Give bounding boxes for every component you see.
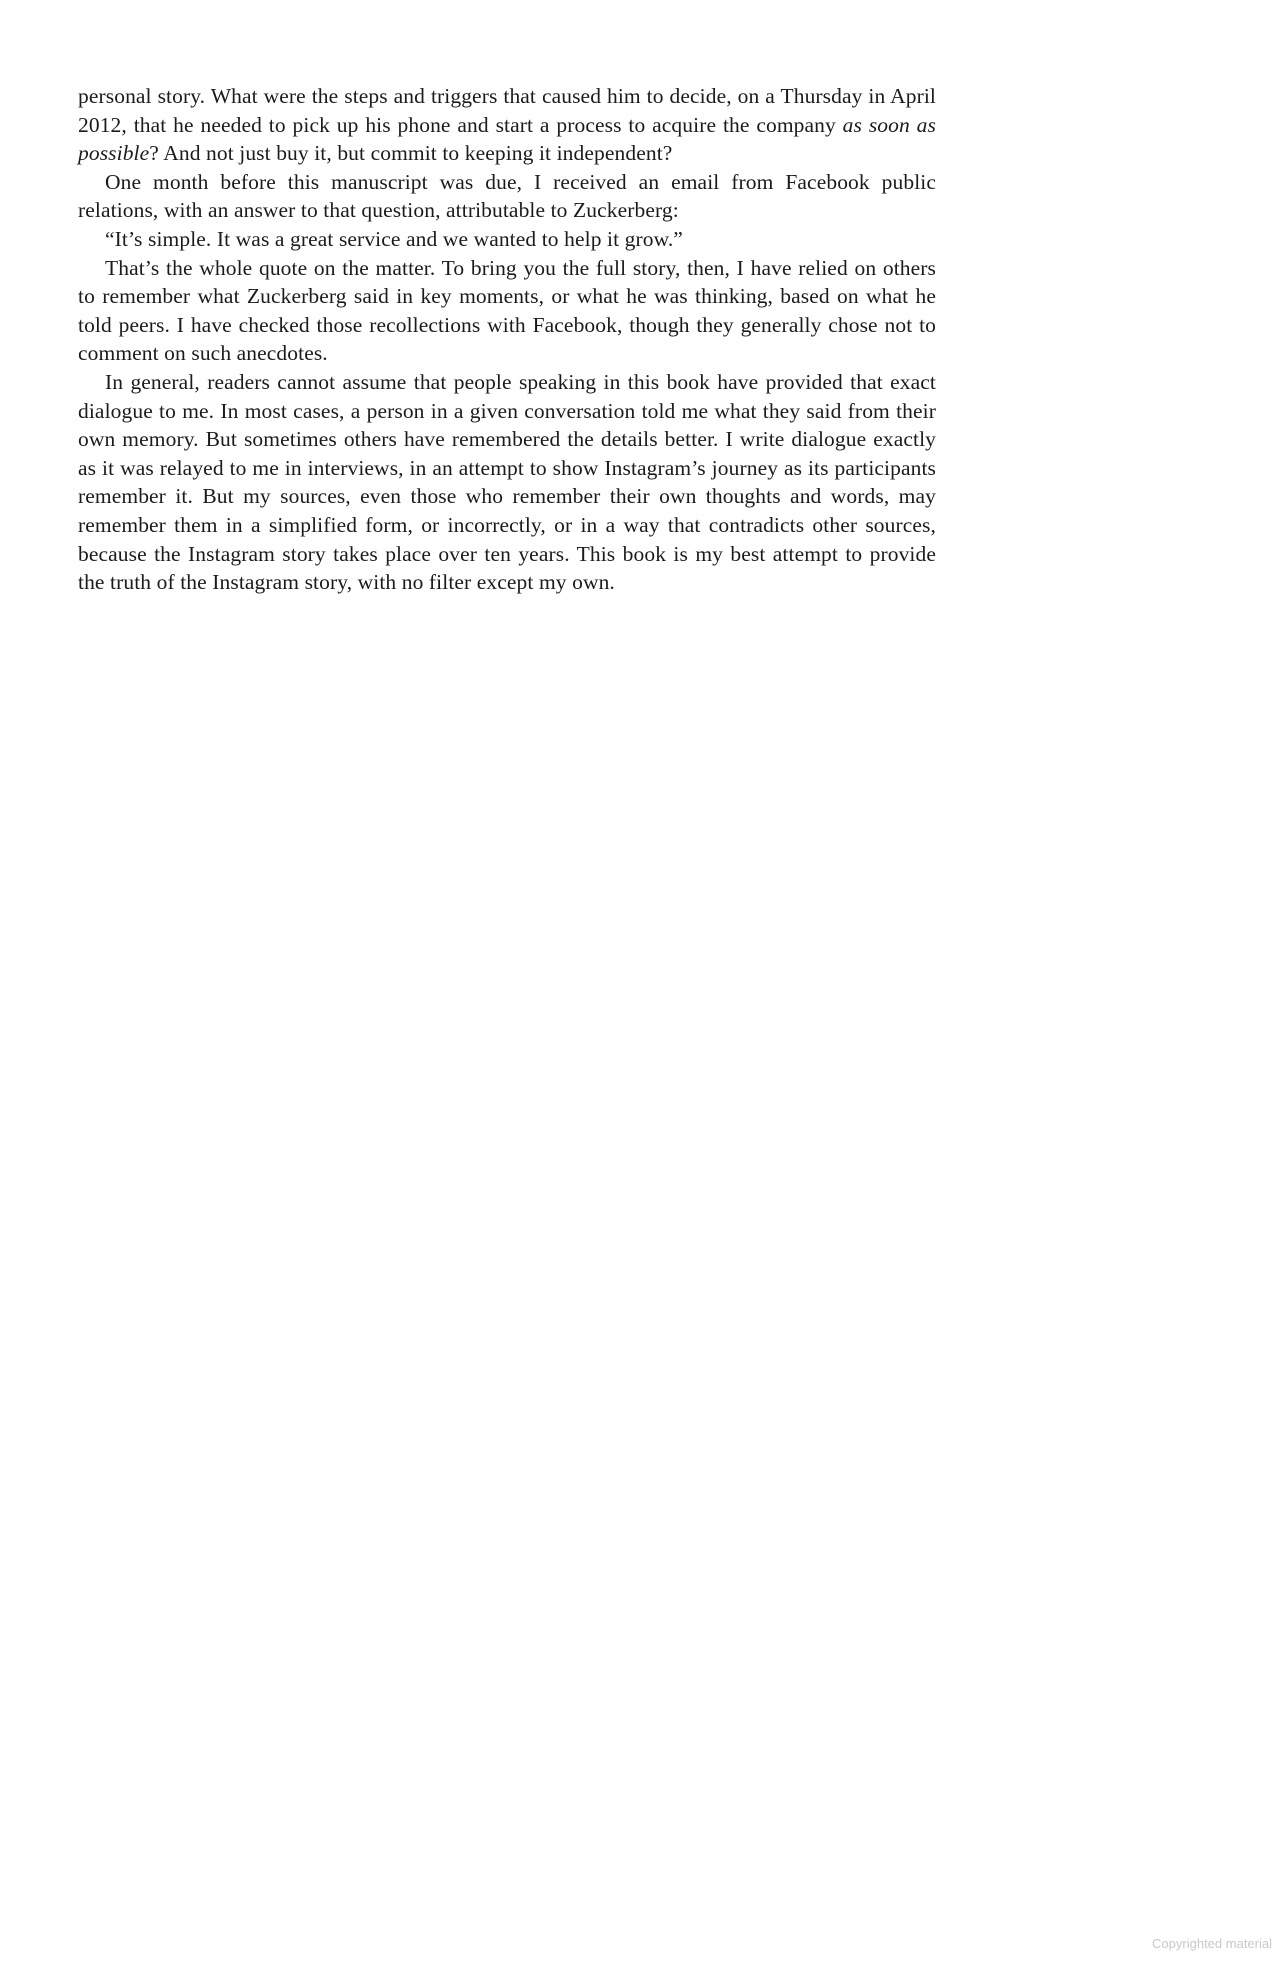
text-segment: personal story. What were the steps and triggers that caused him to decide, on a Thursday in April 2012, that he needed to pick up his phone and start a process to acquire the company bbox=[78, 84, 936, 137]
text-segment: ? And not just buy it, but commit to keeping it independent? bbox=[149, 141, 673, 166]
copyright-watermark: Copyrighted material bbox=[1152, 1936, 1272, 1951]
text-segment: That’s the whole quote on the matter. To bring you the full story, then, I have relied on others to remember what Zuckerberg said in key moments, or what he was thinking, based on what he told peers. I have checked those recollections with Facebook, though they generally chose not to comment on such anecdotes. bbox=[78, 255, 936, 366]
paragraph bbox=[78, 82, 936, 168]
text-segment: One month before this manuscript was due, I received an email from Facebook public relations, with an answer to that question, attributable to Zuckerberg: bbox=[78, 169, 936, 223]
paragraph bbox=[78, 225, 936, 254]
text-segment: In general, readers cannot assume that people speaking in this book have provided that exact dialogue to me. In most cases, a person in a given conversation told me what they said from their own memory. But sometimes others have remembered the details better. I write dialogue exactly as it was relayed to me in interviews, in an attempt to show Instagram’s journey as its participants remember it. But my sources, even those who remember their own thoughts and words, may remember them in a simplified form, or incorrectly, or in a way that contradicts other sources, because the Instagram story takes place over ten years. This book is my best attempt to provide the truth of the Instagram story, with no filter except my own. bbox=[78, 369, 936, 595]
page-text bbox=[78, 82, 936, 597]
italic-text-segment: as soon as possible bbox=[78, 112, 936, 166]
text-segment: “It’s simple. It was a great service and we wanted to help it grow.” bbox=[105, 226, 683, 251]
paragraph bbox=[78, 254, 936, 368]
paragraph bbox=[78, 168, 936, 225]
paragraph bbox=[78, 368, 936, 597]
